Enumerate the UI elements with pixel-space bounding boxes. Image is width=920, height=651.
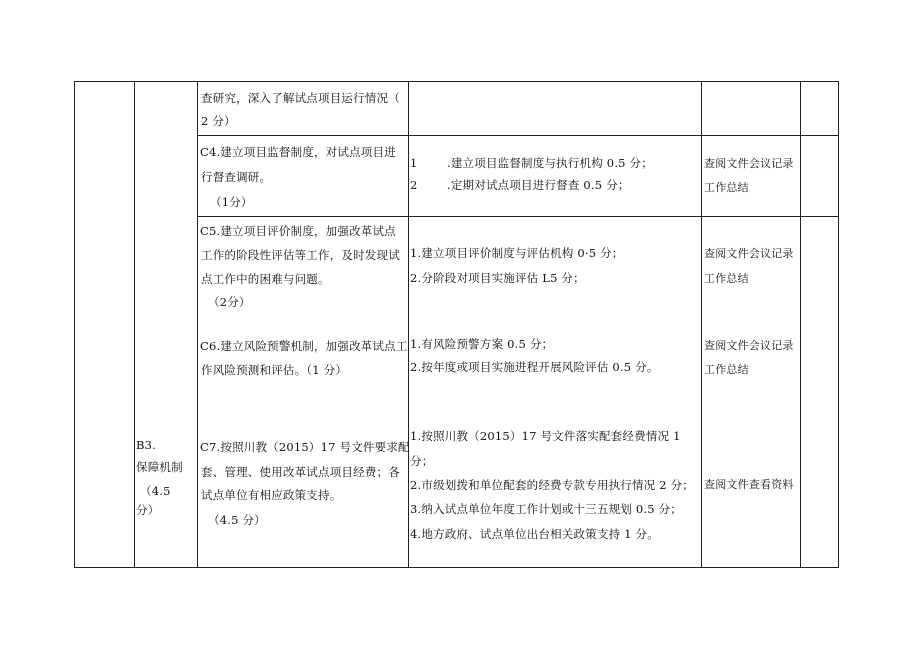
c4-criteria-1: .建立项目监督制度与执行机构 0.5 分；: [447, 156, 653, 170]
c5-title-line2: 工作的阶段性评估等工作，及时发现试: [201, 248, 400, 262]
b3-score-line2: 分）: [136, 503, 160, 517]
col-divider-criteria-materials: [701, 81, 702, 568]
c6-title-line2: 作风险预测和评估。（1 分）: [201, 363, 348, 377]
c7-materials: 查阅文件查看资料: [704, 478, 794, 491]
c7-score: （4.5 分）: [208, 513, 266, 527]
c7-criteria-3: 3.纳入试点单位年度工作计划或十三五规划 0.5 分；: [410, 502, 682, 516]
c5-score: （2分）: [208, 295, 251, 309]
c5-criteria-2: 2.分阶段对项目实施评估 L5 分；: [410, 271, 585, 285]
c6-materials-line1: 查阅文件会议记录: [704, 339, 794, 352]
c4-criteria-2: .定期对试点项目进行督查 0.5 分；: [447, 178, 630, 192]
c5-materials-line2: 工作总结: [704, 272, 749, 285]
c6-materials-line2: 工作总结: [704, 363, 749, 376]
c7-criteria-1a: 1.按照川教（2015）17 号文件落实配套经费情况 1: [410, 429, 681, 443]
c7-title-line3: 试点单位有相应政策支持。: [201, 488, 342, 502]
c5-title-line3: 点工作中的困难与问题。: [201, 272, 330, 286]
c5-materials-line1: 查阅文件会议记录: [704, 247, 794, 260]
c7-title-line2: 套、管理、使用改革试点项目经费；各: [201, 465, 400, 479]
c5-criteria-1: 1.建立项目评价制度与评估机构 0·5 分；: [410, 246, 624, 260]
c6-criteria-2: 2.按年度或项目实施进程开展风险评估 0.5 分。: [410, 360, 659, 374]
c4-criteria-num-2: 2: [410, 178, 418, 192]
c4-materials-line2: 工作总结: [704, 181, 749, 194]
c7-criteria-1b: 分；: [410, 454, 434, 468]
row-divider-c4-top: [197, 135, 839, 136]
table-border-top: [74, 81, 839, 82]
c6-criteria-1: 1.有风险预警方案 0.5 分；: [410, 337, 554, 351]
c4-criteria-num-1: 1: [410, 156, 418, 170]
c3-continuation-score: 2 分）: [201, 114, 236, 128]
b3-score-line1: （4.5: [140, 484, 171, 498]
c6-title-line1: C6.建立风险预警机制，加强改革试点工: [200, 339, 408, 353]
b3-name: 保障机制: [136, 460, 183, 474]
table-border-bottom: [74, 567, 839, 568]
col-divider-a-b: [134, 81, 135, 568]
col-divider-materials-extra: [800, 81, 801, 568]
c4-materials-line1: 查阅文件会议记录: [704, 157, 794, 170]
c5-title-line1: C5.建立项目评价制度，加强改革试点: [200, 224, 396, 238]
table-border-left: [74, 81, 75, 568]
c7-criteria-4: 4.地方政府、试点单位出台相关政策支持 1 分。: [410, 527, 659, 541]
c4-title-line2: 行督查调研。: [201, 170, 272, 184]
b3-code: B3.: [136, 438, 157, 452]
c7-title-line1: C7.按照川教（2015）17 号文件要求配: [200, 440, 410, 454]
col-divider-c-criteria: [408, 81, 409, 568]
table-border-right: [838, 81, 839, 568]
c7-criteria-2: 2.市级划拨和单位配套的经费专款专用执行情况 2 分；: [410, 478, 694, 492]
col-divider-b-c: [197, 81, 198, 568]
c4-title-line1: C4.建立项目监督制度，对试点项目进: [200, 145, 396, 159]
row-divider-c5-top: [197, 216, 839, 217]
c4-score: （1分）: [210, 195, 253, 209]
c3-continuation-text: 查研究，深入了解试点项目运行情况（: [201, 91, 400, 105]
